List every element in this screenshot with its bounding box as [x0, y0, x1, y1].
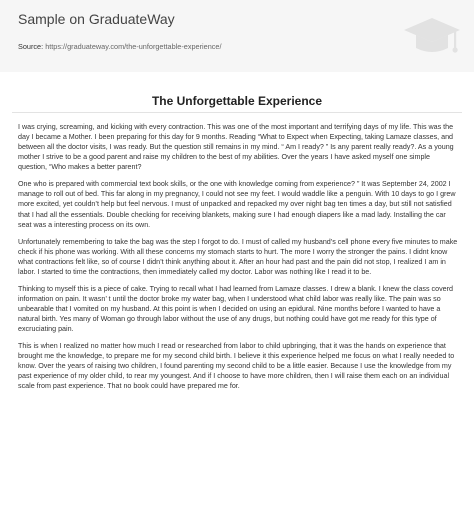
title-divider — [12, 112, 462, 113]
paragraph: One who is prepared with commercial text book skills, or the one with knowledge coming from experience? ” It was September 24, 2002 I manage to roll out of bed. This far along in my pregnancy, I could not see my feet. I would waddle like a penguin. With 10 days to go I grew more excited, yet couldn’t help but feel nervous. I must of unpacked and repacked my over night bag ten times a day, but still not satisfied that I had all the essentials. Double checking for receiving blankets, making sure I had enough diapers like a mad lady. Installing the car seat was a interesting process on its own. — [18, 180, 456, 229]
graduation-cap-icon — [402, 14, 462, 64]
paragraph: Unfortunately remembering to take the bag was the step I forgot to do. I must of called my husband’s cell phone every five minutes to make check if his phone was working. With all these concerns my stomach starts to hurt. The more I worry the stronger the pains. I didnt know what contractions felt like, so of course I didn’t think anything about it. After an hour had past and the pain did not stop, I realized I am in labor. I started to time the contractions, then immediately called my doctor. Labor was nothing like I read it to be. — [18, 237, 458, 276]
source-link[interactable]: https://graduateway.com/the-unforgettable-experience/ — [45, 42, 222, 51]
paragraph: This is when I realized no matter how much I read or researched from labor to child upbringing, that it was the hands on experience that brought me the knowledge, to prepare me for my second child birth. I believe it this experience helped me focus on what I really needed to know. Over the years of raising two children, I found parenting my second child to be a little easier. Because I use the knowledge from my past experience of my older child, to rear my youngest. And if I choose to have more children, then I will raise them each on an individual scale from past experience. That no book could have prepared me for. — [18, 341, 455, 391]
document-body — [18, 122, 460, 398]
page-header — [0, 0, 474, 72]
source-line — [18, 42, 222, 51]
source-label: Source: — [18, 42, 44, 51]
document-title: The Unforgettable Experience — [151, 94, 323, 108]
site-title: Sample on GraduateWay — [18, 11, 175, 27]
paragraph: I was crying, screaming, and kicking with every contraction. This was one of the most important and terrifying days of my life. This was the day I became a Mother. I been preparing for this day for 9 months. Reading “What to Expect when Expecting, taking Lamaze classes, and between all the doctor visits, I was ready. But the question still remains in my mind. “ Am I ready? ” Is any parent really ready?. As a young mother I strive to be a good parent and raise my children to the best of my abilities. Over the years I have asked myself one simple question, “Who makes a better parent? — [18, 123, 454, 172]
paragraph: Thinking to myself this is a piece of cake. Trying to recall what I had learned from Lamaze classes. I drew a blank. I knew the class coverd information on pain. It wasn’ t until the doctor broke my water bag, when I understood what child labor was really like. The pain was so unbearable that I vomited on my husband. At this point is when I decided on using an epidural. Nine months before I wanted to have a natural birth. Yes many of Woman go through labor without the use of any drugs, but nothing could have got me ready for this type of excruciating pain. — [18, 284, 453, 334]
